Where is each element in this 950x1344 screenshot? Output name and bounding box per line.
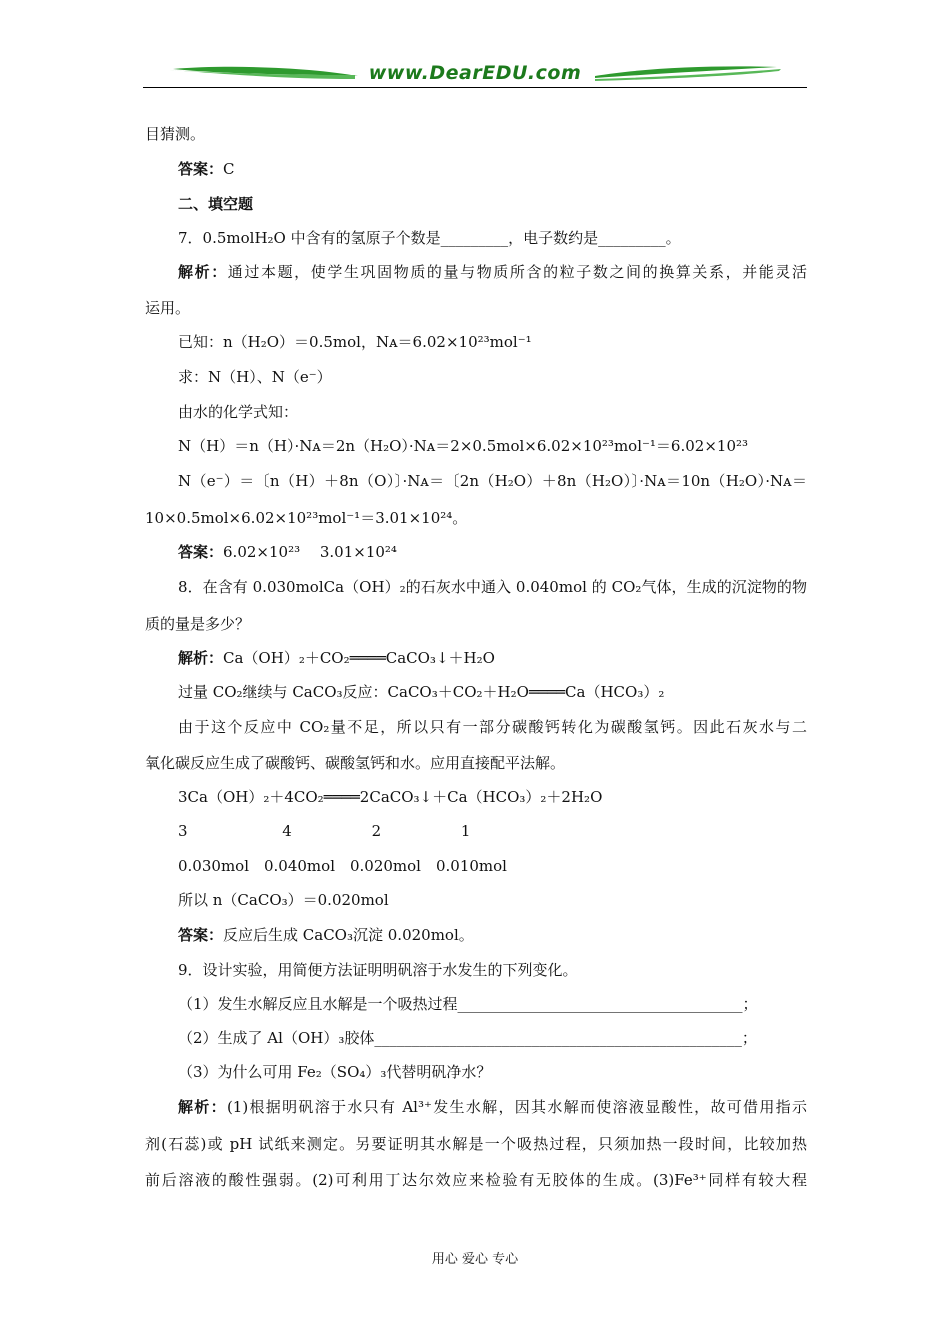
answer-line — [178, 924, 474, 946]
answer-label: 答案： — [178, 543, 224, 561]
answer-value: 反应后生成 CaCO₃沉淀 0.020mol。 — [223, 926, 474, 944]
sub-question-3: （3）为什么可用 Fe₂（SO₄）₃代替明矾净水？ — [178, 1063, 492, 1081]
question-8: 8．在含有 0.030molCa（OH）₂的石灰水中通入 0.040mol 的 CO₂气体，生成的沉淀物的物 — [178, 578, 807, 596]
analysis-line — [178, 261, 807, 283]
answer-value: 6.02×10²³ 3.01×10²⁴ — [223, 543, 397, 561]
answer-line — [178, 541, 397, 563]
answer-value: C — [223, 160, 235, 178]
text-line: 氧化碳反应生成了碳酸钙、碳酸氢钙和水。应用直接配平法解。 — [145, 754, 566, 772]
equation: Ca（OH）₂＋CO₂════CaCO₃↓＋H₂O — [223, 649, 495, 667]
sub-question-2: （2）生成了 Al（OH）₃胶体_________________________________________________； — [178, 1029, 757, 1047]
analysis-label: 解析： — [178, 263, 228, 281]
text-line: 剂(石蕊)或 pH 试纸来测定。另要证明其水解是一个吸热过程，只须加热一段时间，比较加热 — [145, 1135, 807, 1153]
page-footer: 用心 爱心 专心 — [431, 1252, 519, 1267]
text-line: 由于这个反应中 CO₂量不足，所以只有一部分碳酸钙转化为碳酸氢钙。因此石灰水与二 — [178, 718, 807, 736]
text-line: 由水的化学式知： — [178, 403, 299, 421]
text-line: 运用。 — [145, 299, 191, 317]
answer-line — [178, 158, 235, 180]
amount-line: 0.030mol 0.040mol 0.020mol 0.010mol — [178, 857, 507, 875]
analysis-label: 解析： — [178, 649, 224, 667]
site-logo-text: www.DearEDU.com — [368, 62, 582, 84]
result-line: 所以 n（CaCO₃）＝0.020mol — [178, 891, 389, 909]
text-line: 前后溶液的酸性强弱。(2)可利用丁达尔效应来检验有无胶体的生成。(3)Fe³⁺同样有较大程 — [145, 1171, 807, 1189]
page-header — [143, 60, 807, 90]
formula-line: N（H）＝n（H）·Nᴀ＝2n（H₂O）·Nᴀ＝2×0.5mol×6.02×10²³mol⁻¹＝6.02×10²³ — [178, 437, 749, 455]
question-9: 9．设计实验，用简便方法证明明矾溶于水发生的下列变化。 — [178, 961, 578, 979]
text-line: 质的量是多少？ — [145, 615, 251, 633]
header-rule — [143, 87, 807, 88]
sub-question-1: （1）发生水解反应且水解是一个吸热过程______________________________________； — [178, 995, 758, 1013]
analysis-line — [178, 1096, 807, 1118]
coefficient-line: 3 4 2 1 — [178, 822, 471, 840]
analysis-text: 通过本题，使学生巩固物质的量与物质所含的粒子数之间的换算关系，并能灵活 — [227, 263, 807, 281]
formula-line: 求：N（H）、N（e⁻） — [178, 368, 332, 386]
formula-line: 10×0.5mol×6.02×10²³mol⁻¹＝3.01×10²⁴。 — [145, 509, 468, 527]
section-heading: 二、填空题 — [178, 195, 254, 213]
formula-line: N（e⁻）＝〔n（H）＋8n（O）〕·Nᴀ＝〔2n（H₂O）＋8n（H₂O）〕·Nᴀ＝10n（H₂O）·Nᴀ＝ — [178, 472, 807, 490]
formula-line: 已知：n（H₂O）＝0.5mol，Nᴀ＝6.02×10²³mol⁻¹ — [178, 333, 532, 351]
analysis-text: (1)根据明矾溶于水只有 Al³⁺发生水解，因其水解而使溶液显酸性，故可借用指示 — [226, 1098, 807, 1116]
answer-label: 答案： — [178, 926, 224, 944]
analysis-label: 解析： — [178, 1098, 227, 1116]
equation-line: 过量 CO₂继续与 CaCO₃反应：CaCO₃＋CO₂＋H₂O════Ca（HCO₃）₂ — [178, 683, 665, 701]
analysis-line — [178, 647, 495, 669]
answer-label: 答案： — [178, 160, 224, 178]
text-line: 目猜测。 — [145, 125, 206, 143]
equation-line: 3Ca（OH）₂＋4CO₂════2CaCO₃↓＋Ca（HCO₃）₂＋2H₂O — [178, 788, 603, 806]
question-7: 7．0.5molH₂O 中含有的氢原子个数是_________，电子数约是_________。 — [178, 229, 681, 247]
